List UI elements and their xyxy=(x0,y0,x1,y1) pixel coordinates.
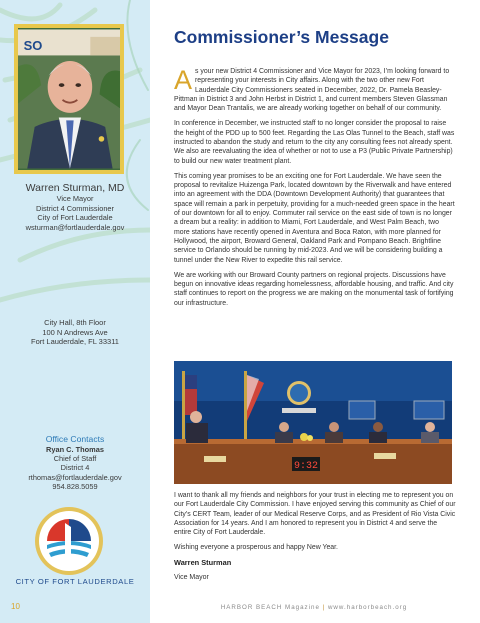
commissioner-district: District 4 Commissioner xyxy=(35,203,115,213)
city-seal-logo xyxy=(33,505,105,577)
commissioner-photo xyxy=(14,24,124,174)
contact-district: District 4 xyxy=(60,463,90,473)
contact-title: Chief of Staff xyxy=(53,454,97,464)
signature-name: Warren Sturman xyxy=(174,558,232,568)
page-number: 10 xyxy=(11,602,20,611)
address-line: Fort Lauderdale, FL 33311 xyxy=(31,337,119,347)
magazine-url[interactable]: www.harborbeach.org xyxy=(327,604,408,611)
svg-text:SO: SO xyxy=(23,37,43,53)
commissioner-city: City of Fort Lauderdale xyxy=(37,213,113,223)
paragraph: This coming year promises to be an exciting one for Fort Lauderdale. We have seen the proposal to revitalize Huizenga Park, located downtown by the Riverwalk and have entered into an agreement with the DDA (Downtown Development Authority) that guarantees that space will remain a park in perpetuity, providing for a much-needed green space in the heart of our downtown for all to enjoy. Commuter rail service on the east side of town is no longer a dream but a reality: in addition to Miami, Fort Lauderdale, and West Palm Beach, two more stations have recently opened in Aventura and Boca Raton, with more planned for Hollywood, the airport, Broward General, Oakland Park and Pompano Beach. Brightline service to Orlando should be running by mid-2023. And we will be considering building a tunnel under the New River to expedite this rail service. xyxy=(174,172,455,264)
drop-cap: A xyxy=(174,65,193,95)
commissioner-name-block xyxy=(0,182,150,232)
paragraph: We are working with our Broward County partners on regional projects. Discussions have begun on innovative ideas regarding homelessness, affordable housing, and traffic. And city staff continues to report on the progress we are making on the monumental task of fortifying our infrastructure. xyxy=(174,271,454,307)
meeting-image xyxy=(174,361,452,484)
city-name-label: CITY OF FORT LAUDERDALE xyxy=(15,577,135,586)
signature-title: Vice Mayor xyxy=(174,574,209,582)
meeting-clock: 9:32 xyxy=(293,461,319,472)
portrait-image xyxy=(18,28,120,170)
commissioner-name: Warren Sturman, MD xyxy=(25,182,125,194)
contact-email[interactable]: rthomas@fortlauderdale.gov xyxy=(28,472,122,482)
office-contacts xyxy=(0,445,150,491)
commissioner-email[interactable]: wsturman@fortlauderdale.gov xyxy=(25,222,125,232)
magazine-name: HARBOR BEACH Magazine xyxy=(220,604,320,611)
article-body-top xyxy=(174,67,456,314)
sidebar xyxy=(0,0,150,623)
paragraph: Wishing everyone a prosperous and happy New Year. xyxy=(174,544,338,552)
article-body-bottom xyxy=(174,491,456,588)
contact-name: Ryan C. Thomas xyxy=(46,445,104,454)
commission-meeting-photo xyxy=(174,361,452,484)
contact-phone: 954.828.5059 xyxy=(52,481,98,491)
address-line: 100 N Andrews Ave xyxy=(42,327,108,337)
office-address xyxy=(0,318,150,347)
footer-separator: | xyxy=(322,604,326,611)
address-line: City Hall, 8th Floor xyxy=(44,318,106,327)
paragraph: I want to thank all my friends and neighbors for your trust in electing me to represent you on our Fort Lauderdale City Commission. I have enjoyed serving this community as Chief of our City’s CERT Team, leader of our Medical Reserve Corps, and as President of Rio Vista Civic Association for 14 years. And I am honored to represent you in District 4 and serve the entire City of Fort Lauderdale. xyxy=(174,492,456,537)
paragraph xyxy=(174,67,456,114)
page-footer xyxy=(172,604,456,611)
commissioner-role: Vice Mayor xyxy=(56,194,94,203)
article-title: Commissioner’s Message xyxy=(174,27,389,47)
office-contacts-heading: Office Contacts xyxy=(45,434,105,444)
paragraph-text: s your new District 4 Commissioner and Vice Mayor for 2023, I’m looking forward to representing your interests in City affairs. Along with the two other new Fort Lauderdale City Commissioners seated in December, 2022, Dr. Pamela Beasley-Pittman in District 3 and John Herbst in District 1, and current members Steven Glassman and Mayor Dean Trantalis, we are already working together on behalf of our community. xyxy=(174,68,450,113)
paragraph: In conference in December, we instructed staff to no longer consider the proposal to raise the height of the PDD up to 500 feet. Regarding the Las Olas Tunnel to the Beach, staff was instructed to abandon the study and return to the city any consulting fees not already spent. We also are reevaluating the idea of whether or not to use a P3 (Public Private Partnership) to build our new water treatment plant. xyxy=(174,120,455,165)
